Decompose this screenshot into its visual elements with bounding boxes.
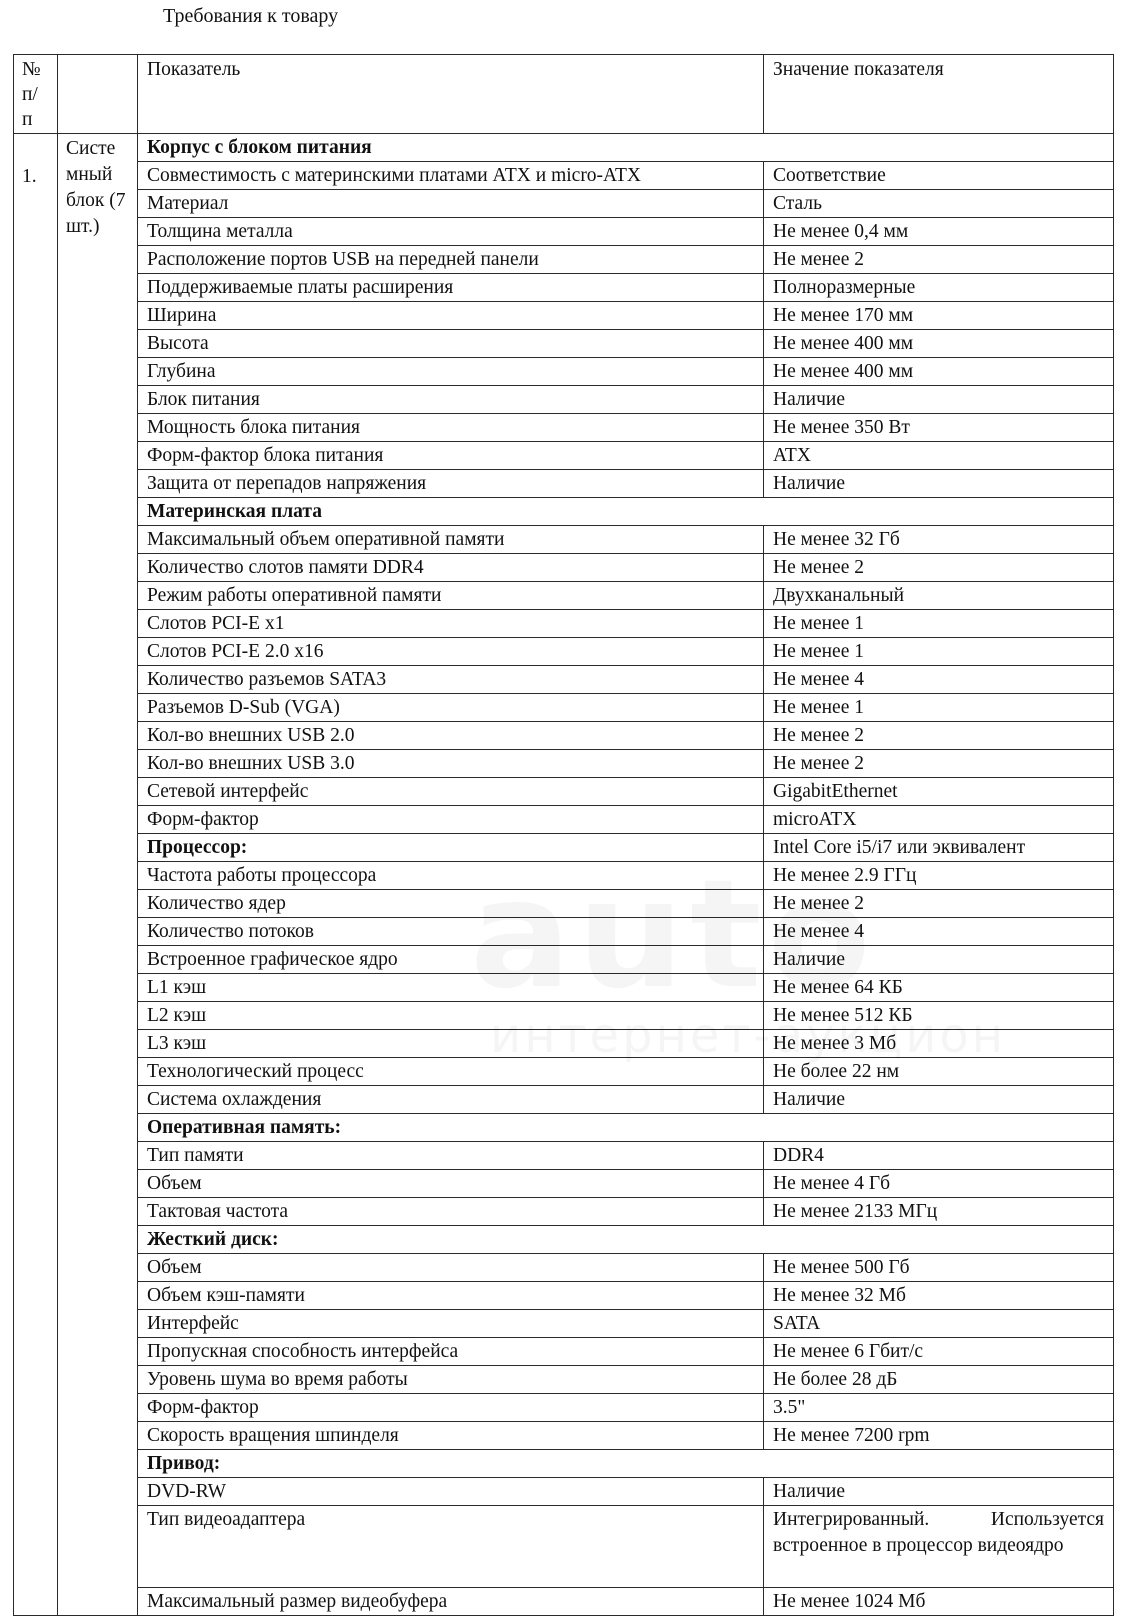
table-row [14,302,1114,330]
parameter-cell: Глубина [138,358,764,386]
parameter-cell: Слотов PCI-E x1 [138,610,764,638]
parameter-cell: Мощность блока питания [138,414,764,442]
parameter-cell: Пропускная способность интерфейса [138,1338,764,1366]
value-cell: Не менее 2 [764,890,1114,918]
parameter-cell: DVD-RW [138,1478,764,1506]
table-row [14,666,1114,694]
header-number: № п/ п [14,55,58,134]
table-row [14,442,1114,470]
table-row [14,358,1114,386]
parameter-cell: L1 кэш [138,974,764,1002]
table-row [14,1310,1114,1338]
value-cell: Не менее 170 мм [764,302,1114,330]
section-row [14,834,1114,862]
table-row [14,638,1114,666]
parameter-cell: Сетевой интерфейс [138,778,764,806]
table-row [14,946,1114,974]
header-value: Значение показателя [764,55,1114,134]
value-cell: Соответствие [764,162,1114,190]
table-row [14,274,1114,302]
value-cell: Не менее 4 Гб [764,1170,1114,1198]
table-row [14,1588,1114,1616]
value-cell: Не менее 512 КБ [764,1002,1114,1030]
parameter-cell: Ширина [138,302,764,330]
table-row [14,1506,1114,1588]
table-row [14,890,1114,918]
value-cell: Не менее 7200 rpm [764,1422,1114,1450]
value-cell: Не более 22 нм [764,1058,1114,1086]
parameter-cell: Максимальный объем оперативной памяти [138,526,764,554]
value-cell: Наличие [764,1086,1114,1114]
item-number: 1. [14,134,58,1616]
parameter-cell: Совместимость с материнскими платами АТХ и micro-ATX [138,162,764,190]
section-row [14,134,1114,162]
value-cell: Наличие [764,946,1114,974]
table-row [14,862,1114,890]
parameter-cell: Защита от перепадов напряжения [138,470,764,498]
requirements-table-body [14,55,1114,1616]
value-cell: Не менее 4 [764,918,1114,946]
table-row [14,1030,1114,1058]
parameter-cell: Расположение портов USB на передней панели [138,246,764,274]
table-row [14,778,1114,806]
parameter-cell: Количество разъемов SATA3 [138,666,764,694]
parameter-cell: Кол-во внешних USB 2.0 [138,722,764,750]
parameter-cell: Форм-фактор [138,806,764,834]
value-cell: Не менее 32 Мб [764,1282,1114,1310]
value-cell: Не менее 2 [764,554,1114,582]
parameter-cell: Форм-фактор блока питания [138,442,764,470]
table-row [14,386,1114,414]
parameter-cell: Интерфейс [138,1310,764,1338]
value-cell: Не менее 32 Гб [764,526,1114,554]
parameter-cell: Количество ядер [138,890,764,918]
table-row [14,470,1114,498]
value-cell: Не менее 2 [764,750,1114,778]
requirements-table [13,54,1114,1616]
parameter-cell: Технологический процесс [138,1058,764,1086]
table-row [14,554,1114,582]
section-title: Процессор: [138,834,764,862]
parameter-cell: Тип памяти [138,1142,764,1170]
parameter-cell: Количество потоков [138,918,764,946]
table-row [14,1282,1114,1310]
section-row [14,498,1114,526]
value-cell: Не менее 64 КБ [764,974,1114,1002]
table-row [14,218,1114,246]
value-cell: Не менее 2133 МГц [764,1198,1114,1226]
value-cell: Не менее 2 [764,246,1114,274]
section-row [14,1114,1114,1142]
parameter-cell: Материал [138,190,764,218]
parameter-cell: Система охлаждения [138,1086,764,1114]
section-row [14,1226,1114,1254]
value-cell: 3.5" [764,1394,1114,1422]
value-cell: Сталь [764,190,1114,218]
value-cell: Не менее 1 [764,694,1114,722]
parameter-cell: Блок питания [138,386,764,414]
table-row [14,610,1114,638]
parameter-cell: Уровень шума во время работы [138,1366,764,1394]
value-cell: Не менее 0,4 мм [764,218,1114,246]
table-row [14,162,1114,190]
value-cell: Не более 28 дБ [764,1366,1114,1394]
value-cell: Не менее 1 [764,610,1114,638]
table-row [14,974,1114,1002]
parameter-cell: Разъемов D-Sub (VGA) [138,694,764,722]
value-cell: Не менее 2.9 ГГц [764,862,1114,890]
value-cell: Не менее 1024 Мб [764,1588,1114,1616]
table-row [14,1394,1114,1422]
value-cell: DDR4 [764,1142,1114,1170]
value-cell: Наличие [764,386,1114,414]
parameter-cell: Объем кэш-памяти [138,1282,764,1310]
table-row [14,582,1114,610]
value-cell: microATX [764,806,1114,834]
table-row [14,526,1114,554]
table-row [14,1142,1114,1170]
parameter-cell: Кол-во внешних USB 3.0 [138,750,764,778]
value-cell: Двухканальный [764,582,1114,610]
table-row [14,1254,1114,1282]
parameter-cell: Тип видеоадаптера [138,1506,764,1588]
table-row [14,1422,1114,1450]
table-row [14,190,1114,218]
value-cell: Не менее 2 [764,722,1114,750]
table-row [14,722,1114,750]
value-cell: Не менее 400 мм [764,358,1114,386]
parameter-cell: L2 кэш [138,1002,764,1030]
table-row [14,414,1114,442]
value-cell: Не менее 350 Вт [764,414,1114,442]
header-item [58,55,138,134]
section-title: Оперативная память: [138,1114,1114,1142]
table-row [14,1170,1114,1198]
value-cell [764,1506,1114,1588]
value-cell: Наличие [764,1478,1114,1506]
table-row [14,918,1114,946]
header-parameter: Показатель [138,55,764,134]
parameter-cell: Встроенное графическое ядро [138,946,764,974]
section-row [14,1450,1114,1478]
parameter-cell: Количество слотов памяти DDR4 [138,554,764,582]
table-row [14,806,1114,834]
value-cell: ATX [764,442,1114,470]
section-title: Материнская плата [138,498,1114,526]
parameter-cell: Объем [138,1254,764,1282]
section-title: Привод: [138,1450,1114,1478]
parameter-cell: L3 кэш [138,1030,764,1058]
table-row [14,1338,1114,1366]
parameter-cell: Слотов PCI-E 2.0 x16 [138,638,764,666]
value-cell: Не менее 1 [764,638,1114,666]
table-row [14,1198,1114,1226]
document-title: Требования к товару [163,5,339,27]
parameter-cell: Объем [138,1170,764,1198]
table-row [14,1366,1114,1394]
section-title: Корпус с блоком питания [138,134,1114,162]
table-row [14,330,1114,358]
parameter-cell: Скорость вращения шпинделя [138,1422,764,1450]
parameter-cell: Частота работы процессора [138,862,764,890]
parameter-cell: Толщина металла [138,218,764,246]
value-cell: Не менее 400 мм [764,330,1114,358]
parameter-cell: Тактовая частота [138,1198,764,1226]
table-row [14,1478,1114,1506]
value-cell: Не менее 4 [764,666,1114,694]
value-text: Интегрированный. Используется встроенное в процессор видеоядро [773,1509,1104,1556]
table-row [14,750,1114,778]
parameter-cell: Режим работы оперативной памяти [138,582,764,610]
table-row [14,1086,1114,1114]
section-title: Жесткий диск: [138,1226,1114,1254]
value-cell: Не менее 6 Гбит/с [764,1338,1114,1366]
item-name: Систе мный блок (7 шт.) [58,134,138,1616]
parameter-cell: Форм-фактор [138,1394,764,1422]
table-row [14,694,1114,722]
value-cell: Полноразмерные [764,274,1114,302]
parameter-cell: Высота [138,330,764,358]
value-cell: Intel Core i5/i7 или эквивалент [764,834,1114,862]
value-cell: Не менее 3 Мб [764,1030,1114,1058]
table-row [14,1002,1114,1030]
table-row [14,1058,1114,1086]
value-cell: GigabitEthernet [764,778,1114,806]
value-cell: Не менее 500 Гб [764,1254,1114,1282]
parameter-cell: Поддерживаемые платы расширения [138,274,764,302]
table-row [14,246,1114,274]
value-cell: SATA [764,1310,1114,1338]
table-header-row [14,55,1114,134]
value-cell: Наличие [764,470,1114,498]
parameter-cell: Максимальный размер видеобуфера [138,1588,764,1616]
